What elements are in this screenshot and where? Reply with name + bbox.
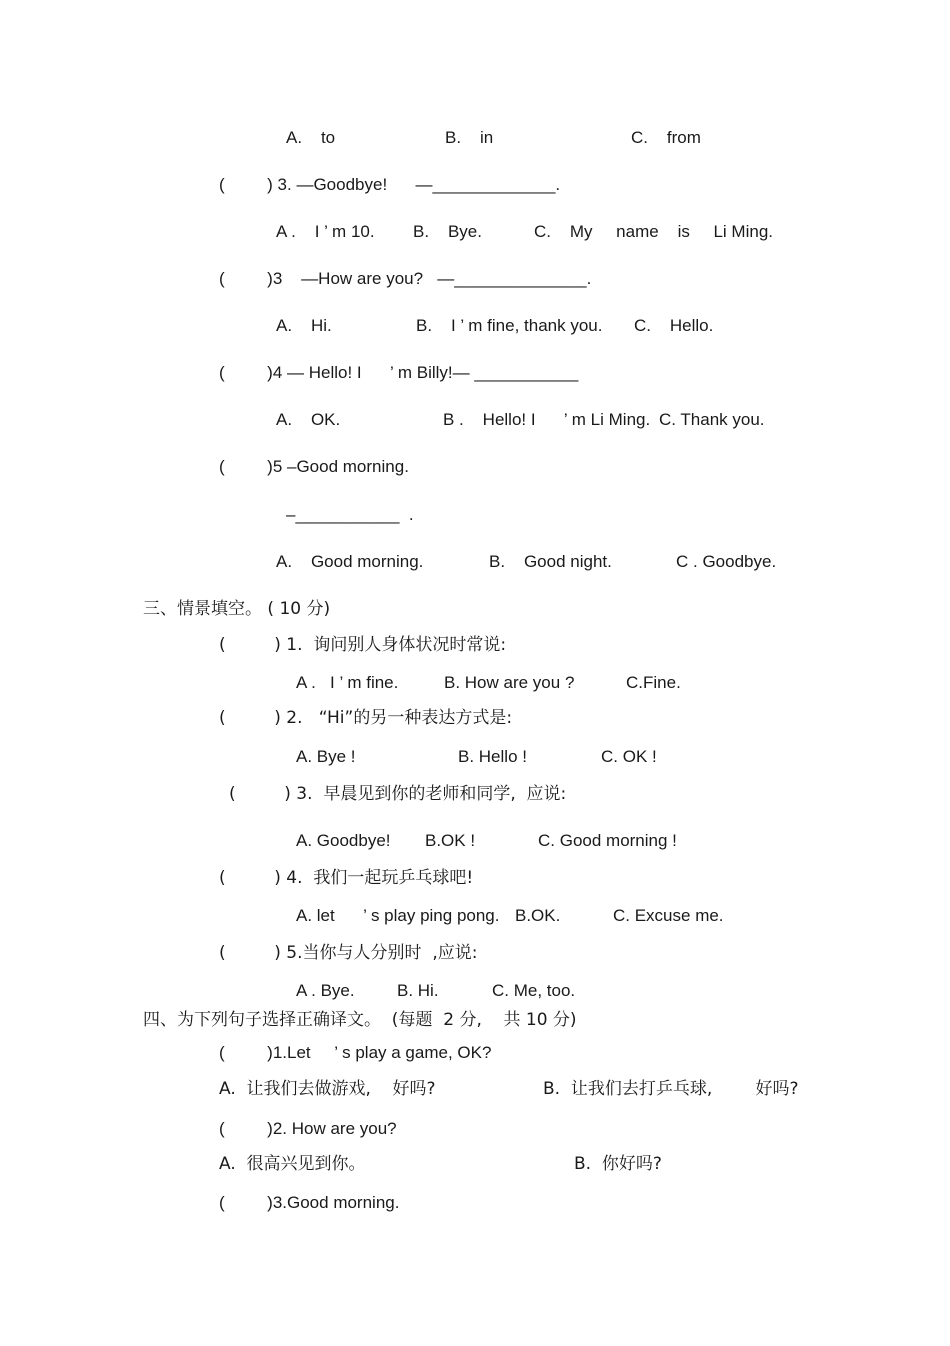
option-b: B.OK.	[515, 906, 561, 925]
option-a: A. 很高兴见到你。	[219, 1154, 366, 1174]
question-stem: ( ) 3. 早晨见到你的老师和同学, 应说:	[229, 784, 567, 804]
section-title: 三、情景填空。 ( 10 分)	[143, 599, 331, 619]
option-a: A. to	[286, 128, 336, 147]
option-a: A. 让我们去做游戏, 好吗?	[219, 1079, 436, 1099]
answer-blank: –___________ .	[286, 505, 414, 524]
option-c: C. from	[631, 128, 701, 147]
question-stem: ( )2. How are you?	[219, 1119, 397, 1138]
option-b: B. 你好吗?	[574, 1154, 662, 1174]
question-stem: ( )3.Good morning.	[219, 1193, 400, 1212]
section-title: 四、为下列句子选择正确译文。 (每题 2 分, 共 10 分)	[143, 1010, 577, 1030]
question-stem: ( )5 –Good morning.	[219, 457, 409, 476]
option-a: A. OK.	[276, 410, 341, 429]
option-c: C. Thank you.	[659, 410, 765, 429]
option-c: C. My name is Li Ming.	[534, 222, 774, 241]
option-b: B. Bye.	[413, 222, 482, 241]
option-c: C.Fine.	[626, 673, 681, 692]
option-c: C. Me, too.	[492, 981, 576, 1000]
option-b: B.OK !	[425, 831, 476, 850]
option-b: B . Hello! I ’ m Li Ming.	[443, 410, 651, 429]
option-c: C. Good morning !	[538, 831, 677, 850]
option-c: C. Hello.	[634, 316, 714, 335]
question-stem: ( ) 4. 我们一起玩乒乓球吧!	[219, 868, 474, 888]
option-a: A. Hi.	[276, 316, 332, 335]
option-a: A. Bye !	[296, 747, 356, 766]
option-a: A . I ’ m 10.	[276, 222, 375, 241]
option-b: B. How are you ?	[444, 673, 575, 692]
option-a: A. let ’ s play ping pong.	[296, 906, 500, 925]
question-stem: ( )3 —How are you? —______________.	[219, 269, 592, 288]
option-a: A . I ’ m fine.	[296, 673, 399, 692]
option-c: C. OK !	[601, 747, 657, 766]
option-a: A . Bye.	[296, 981, 355, 1000]
option-a: A. Goodbye!	[296, 831, 391, 850]
option-b: B. I ’ m fine, thank you.	[416, 316, 603, 335]
question-stem: ( ) 3. —Goodbye! —_____________.	[219, 175, 561, 194]
option-a: A. Good morning.	[276, 552, 424, 571]
option-b: B. Good night.	[489, 552, 612, 571]
option-b: B. Hello !	[458, 747, 527, 766]
option-b: B. in	[445, 128, 494, 147]
question-stem: ( )1.Let ’ s play a game, OK?	[219, 1043, 492, 1062]
question-stem: ( ) 2. “Hi”的另一种表达方式是:	[219, 708, 513, 728]
option-c: C. Excuse me.	[613, 906, 724, 925]
question-stem: ( ) 5.当你与人分别时 ,应说:	[219, 943, 478, 963]
option-b: B. 让我们去打乒乓球, 好吗?	[543, 1079, 799, 1099]
question-stem: ( )4 — Hello! I ’ m Billy!— ___________	[219, 363, 579, 382]
option-b: B. Hi.	[397, 981, 439, 1000]
question-stem: ( ) 1. 询问别人身体状况时常说:	[219, 635, 507, 655]
option-c: C . Goodbye.	[676, 552, 777, 571]
